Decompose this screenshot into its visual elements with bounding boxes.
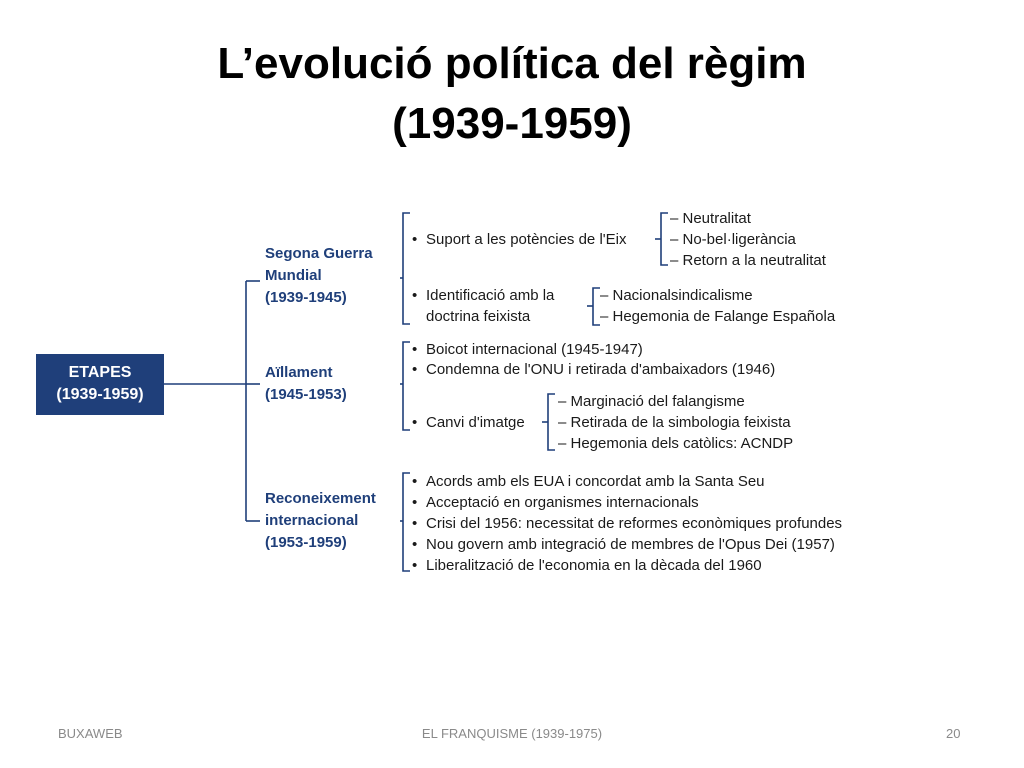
root-years: (1939-1959) — [56, 386, 144, 403]
bullet-icon: • — [412, 231, 418, 248]
stage-name-line: internacional — [265, 512, 359, 529]
footer-title: EL FRANQUISME (1939-1975) — [421, 726, 603, 741]
bullet-icon: • — [412, 361, 418, 378]
stage-name-line: Segona Guerra — [265, 245, 373, 262]
stage-name-line: Mundial — [265, 267, 322, 284]
root-box-etapes — [36, 354, 164, 415]
bullet-icon: • — [412, 287, 418, 304]
list-item — [412, 514, 842, 534]
bullet-icon: • — [412, 414, 418, 431]
sub-bracket-feixista — [593, 288, 600, 325]
bullet-icon: • — [412, 515, 418, 532]
stage-years: (1953-1959) — [265, 534, 347, 551]
stage-1-bracket — [403, 213, 410, 324]
list-item — [412, 493, 699, 513]
item-text: Nou govern amb integració de membres de l'Opus Dei (1957) — [426, 536, 835, 553]
item-text: Boicot internacional (1945-1947) — [426, 341, 643, 358]
stage-2-bracket — [403, 342, 410, 430]
item-text: Crisi del 1956: necessitat de reformes econòmiques profundes — [426, 515, 843, 532]
bullet-icon: • — [412, 473, 418, 490]
stage-name-line: Reconeixement — [265, 490, 376, 507]
item-text-continuation: doctrina feixista — [426, 308, 531, 325]
sub-item: – Retorn a la neutralitat — [670, 252, 826, 269]
bullet-icon: • — [412, 557, 418, 574]
stage-3-bracket — [403, 473, 410, 571]
sub-item: – Hegemonia de Falange Española — [600, 308, 836, 325]
item-text: Canvi d'imatge — [426, 414, 525, 431]
stage-aillament — [265, 362, 347, 406]
sub-item: – Neutralitat — [670, 210, 751, 227]
sub-bracket-imatge — [548, 394, 555, 450]
slide-number: 20 — [946, 726, 961, 741]
list-item — [412, 535, 835, 555]
bullet-icon: • — [412, 341, 418, 358]
list-item — [412, 556, 762, 576]
footer-source: BUXAWEB — [58, 726, 123, 741]
slide-title-line-1: L’evolució política del règim — [217, 39, 807, 88]
root-label: ETAPES — [68, 364, 132, 381]
item-text: Acords amb els EUA i concordat amb la Santa Seu — [426, 473, 765, 490]
stage-years: (1939-1945) — [265, 289, 347, 306]
stage-years: (1945-1953) — [265, 386, 347, 403]
list-item — [412, 230, 626, 250]
stage-name-line: Aïllament — [265, 364, 333, 381]
item-text: Identificació amb la — [426, 287, 555, 304]
item-text: Condemna de l'ONU i retirada d'ambaixadors (1946) — [426, 361, 776, 378]
list-item — [412, 360, 775, 380]
stage-reconeixement-internacional — [265, 488, 376, 554]
sub-item: – No-bel·ligerància — [670, 231, 796, 248]
list-item — [412, 340, 643, 360]
sub-bracket-eix — [661, 213, 668, 265]
item-text: Liberalització de l'economia en la dècada del 1960 — [426, 557, 762, 574]
item-text: Suport a les potències de l'Eix — [426, 231, 627, 248]
slide-title-line-2: (1939-1959) — [392, 99, 632, 148]
bullet-icon: • — [412, 536, 418, 553]
list-item — [412, 413, 525, 433]
item-text: Acceptació en organismes internacionals — [426, 494, 699, 511]
list-item — [412, 286, 554, 306]
list-item — [412, 472, 765, 492]
sub-item: – Retirada de la simbologia feixista — [558, 414, 791, 431]
sub-item: – Nacionalsindicalisme — [600, 287, 753, 304]
sub-item: – Marginació del falangisme — [558, 393, 745, 410]
sub-item: – Hegemonia dels catòlics: ACNDP — [558, 435, 794, 452]
bullet-icon: • — [412, 494, 418, 511]
stage-segona-guerra-mundial — [265, 243, 373, 309]
